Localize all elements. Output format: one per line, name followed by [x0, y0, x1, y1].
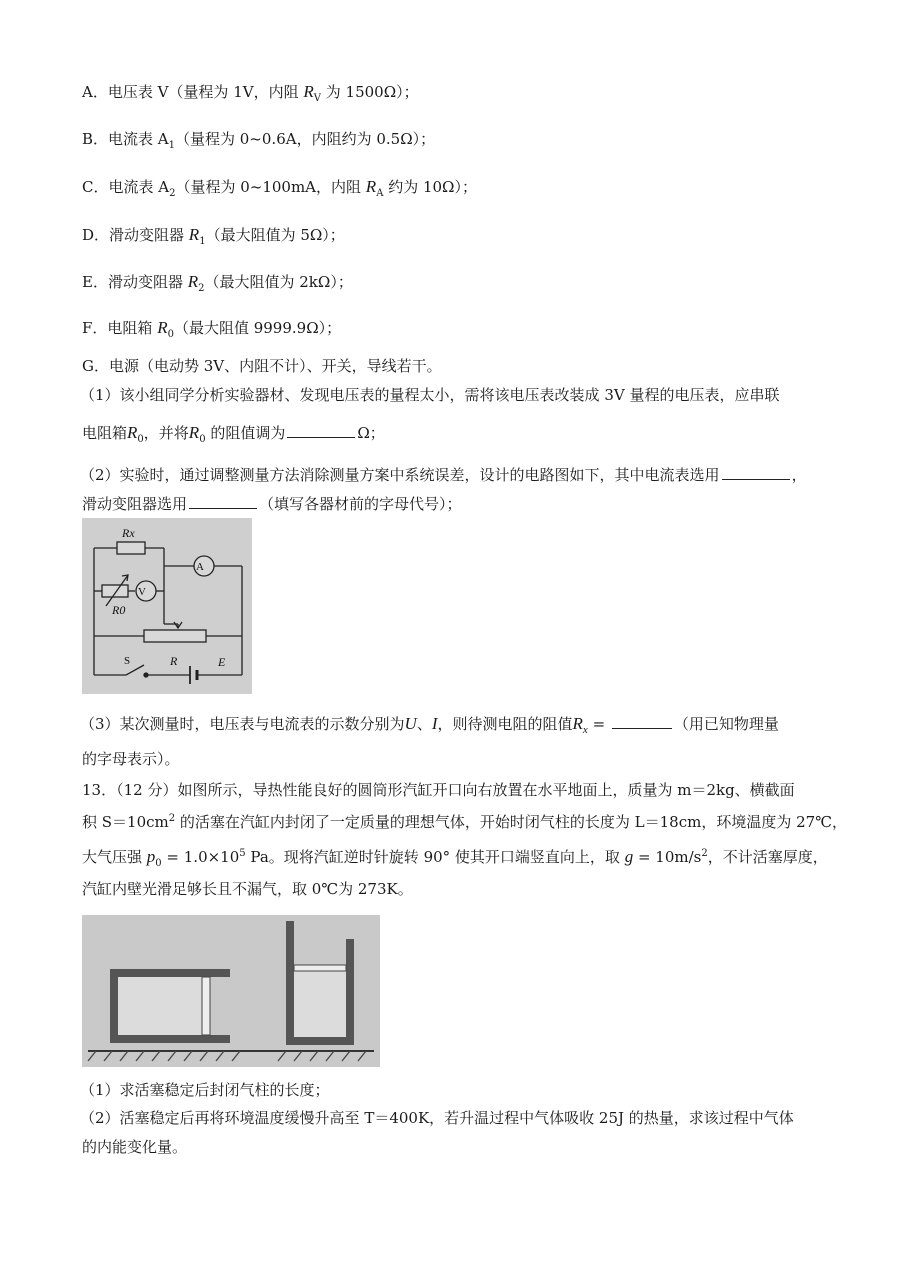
- horizontal-piston: [202, 977, 210, 1035]
- item-c: C．电流表 $A_2$（量程为 0~100mA，内阻 $R_A$ 约为 10Ω）；: [82, 177, 477, 199]
- q2-line1: （2）实验时，通过调整测量方法消除测量方案中系统误差，设计的电路图如下，其中电流表选用 ，: [80, 463, 807, 485]
- p13-subq2-line2: 的内能变化量。: [82, 1138, 188, 1156]
- rx-resistor: [117, 542, 145, 554]
- q1-line2: 电阻箱$R_0$，并将$R_0$ 的阻值调为 Ω；: [82, 423, 385, 445]
- switch-label: S: [124, 655, 131, 667]
- q2-ammeter-blank[interactable]: [722, 463, 790, 480]
- battery-label: E: [218, 655, 226, 669]
- vertical-piston: [294, 965, 346, 971]
- r-label: R: [170, 654, 178, 668]
- cylinder-diagram: [82, 915, 380, 1067]
- q2-line2: 滑动变阻器选用 （填写各器材前的字母代号）；: [82, 492, 462, 514]
- rheostat-resistor: [144, 630, 206, 642]
- horizontal-cylinder: [110, 969, 230, 1043]
- r0-resistor-box: [102, 585, 128, 597]
- item-d: D．滑动变阻器 $R_1$（最大阻值为 5Ω）；: [82, 225, 345, 247]
- r0-label: R0: [112, 603, 126, 617]
- voltmeter-label: V: [138, 586, 146, 598]
- item-e: E．滑动变阻器 $R_2$（最大阻值为 2kΩ）；: [82, 272, 353, 294]
- p13-line3: 大气压强 $p_0 = 1.0\times 10^5$ Pa。现将汽缸逆时针旋转 90° 使其开口端竖直向上，取 $g = 10m/s^2$，不计活塞厚度，: [82, 847, 828, 869]
- q1-line1: （1）该小组同学分析实验器材、发现电压表的量程太小，需将该电压表改装成 3V 量程的电压表，应串联: [80, 386, 780, 404]
- item-f: F．电阻箱 $R_0$（最大阻值 9999.9Ω）；: [82, 318, 342, 340]
- p13-subq1: （1）求活塞稳定后封闭气柱的长度；: [80, 1081, 330, 1099]
- p13-line1: 13．（12 分）如图所示，导热性能良好的圆筒形汽缸开口向右放置在水平地面上，质量为 m＝2kg、横截面: [82, 781, 795, 799]
- circuit-diagram: [82, 518, 252, 694]
- q2-rheostat-blank[interactable]: [189, 492, 257, 509]
- vertical-cylinder: [286, 921, 354, 1045]
- q1-answer-blank[interactable]: [287, 421, 355, 438]
- q3-answer-blank[interactable]: [612, 712, 672, 729]
- p13-subq2-line1: （2）活塞稳定后再将环境温度缓慢升高至 T＝400K，若升温过程中气体吸收 25J 的热量，求该过程中气体: [80, 1109, 794, 1127]
- item-g: G．电源（电动势 3V、内阻不计）、开关，导线若干。: [82, 357, 442, 375]
- rx-label: Rx: [122, 526, 135, 540]
- q3-line1: （3）某次测量时，电压表与电流表的示数分别为U、I，则待测电阻的阻值$R_x$ = （用已知物理量: [80, 714, 779, 736]
- ammeter-label: A: [196, 561, 204, 573]
- p13-line4: 汽缸内壁光滑足够长且不漏气，取 0℃为 273K。: [82, 880, 413, 898]
- q3-line2: 的字母表示）。: [82, 750, 180, 768]
- item-a: A．电压表 V（量程为 1V，内阻 $R_V$ 为 1500Ω）；: [82, 82, 419, 104]
- p13-line2: 积 $S=10cm^2$ 的活塞在汽缸内封闭了一定质量的理想气体，开始时闭气柱的长度为 L＝18cm，环境温度为 27℃，: [82, 813, 847, 831]
- item-b: B．电流表 $A_1$（量程为 0~0.6A，内阻约为 0.5Ω）；: [82, 130, 436, 151]
